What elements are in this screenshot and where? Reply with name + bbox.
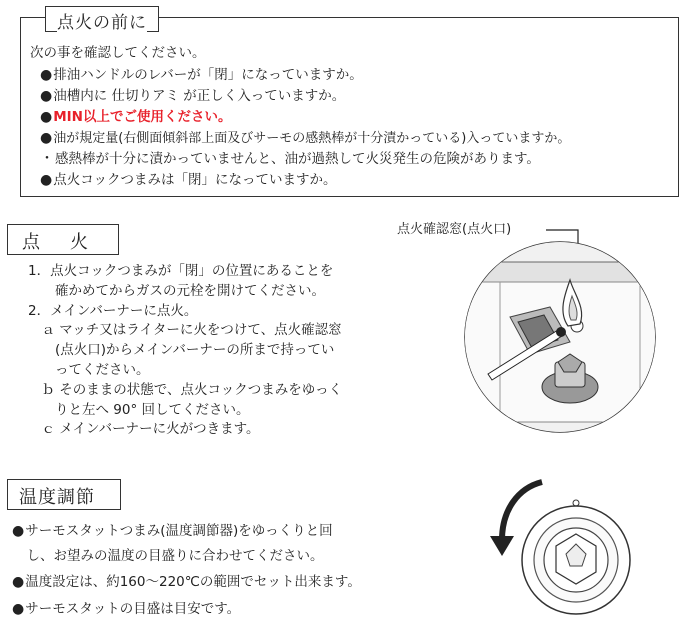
- bullet: ●: [40, 172, 53, 188]
- ignition-step: りと左へ 90° 回してください。: [28, 401, 250, 418]
- check-item-text: 点火コックつまみは「閉」になっていますか。: [53, 172, 337, 188]
- thermo-item-knob-cont: [12, 547, 324, 565]
- ignition-title: 点 火: [22, 228, 94, 254]
- temperature-title: 温度調節: [19, 483, 95, 509]
- thermo-item-scale-note: [12, 600, 240, 618]
- before-ignition-title: 点火の前に: [57, 8, 147, 33]
- check-item-divider-net: [40, 87, 345, 105]
- check-item-ignition-cock: [40, 171, 336, 189]
- check-item-text: 感熱棒が十分に漬かっていませんと、油が過熱して火災発生の危険があります。: [55, 151, 540, 167]
- ignition-window-label: 点火確認窓(点火口): [397, 222, 512, 237]
- thermo-item-knob: [12, 522, 333, 540]
- check-item-overheat-note: [40, 150, 540, 168]
- thermo-item-text: サーモスタットつまみ(温度調節器)をゆっくりと回: [25, 523, 333, 539]
- min-warning-text: MIN以上でご使用ください。: [53, 109, 232, 125]
- ignition-steps: [28, 262, 342, 440]
- check-item-min-warning: [40, 108, 231, 126]
- check-item-oil-level: [40, 129, 570, 148]
- ignition-step: 確かめてからガスの元栓を開けてください。: [28, 282, 325, 299]
- ignition-step: ａ マッチ又はライターに火をつけて、点火確認窓: [28, 322, 342, 339]
- thermo-item-text: し、お望みの温度の目盛りに合わせてください。: [13, 548, 324, 564]
- bullet: ●: [12, 574, 25, 590]
- ignition-step: ｂ そのままの状態で、点火コックつまみをゆっく: [28, 381, 343, 398]
- check-item-text: 油槽内に 仕切りアミ が正しく入っていますか。: [53, 88, 346, 104]
- before-ignition-intro: 次の事を確認してください。: [30, 45, 206, 61]
- bullet: ●: [40, 88, 53, 104]
- ignition-step: ってください。: [28, 361, 150, 378]
- check-item-drain-lever: [40, 66, 363, 84]
- bullet: ●: [40, 130, 53, 146]
- thermo-item-text: 温度設定は、約160～220℃の範囲でセット出来ます。: [25, 574, 361, 590]
- check-item-text: 油が規定量(右側面傾斜部上面及びサーモの感熱棒が十分漬かっている)入っていますか。: [53, 131, 571, 146]
- thermostat-knob-illustration: [480, 470, 650, 620]
- ignition-step: (点火口)からメインバーナーの所まで持ってい: [28, 342, 335, 359]
- ignition-step: ｃ メインバーナーに火がつきます。: [28, 421, 260, 438]
- bullet: ●: [12, 601, 25, 617]
- bullet: ●: [12, 523, 25, 539]
- check-item-text: 排油ハンドルのレバーが「閉」になっていますか。: [53, 67, 363, 83]
- bullet: ・: [40, 151, 54, 167]
- ignition-step: 1．点火コックつまみが「閉」の位置にあることを: [28, 263, 334, 279]
- bullet: ●: [40, 67, 53, 83]
- thermo-item-range: [12, 573, 361, 591]
- bullet: ●: [40, 109, 53, 125]
- ignition-step: 2．メインバーナーに点火。: [28, 302, 198, 319]
- ignition-illustration: [440, 222, 680, 440]
- thermo-item-text: サーモスタットの目盛は目安です。: [25, 601, 241, 617]
